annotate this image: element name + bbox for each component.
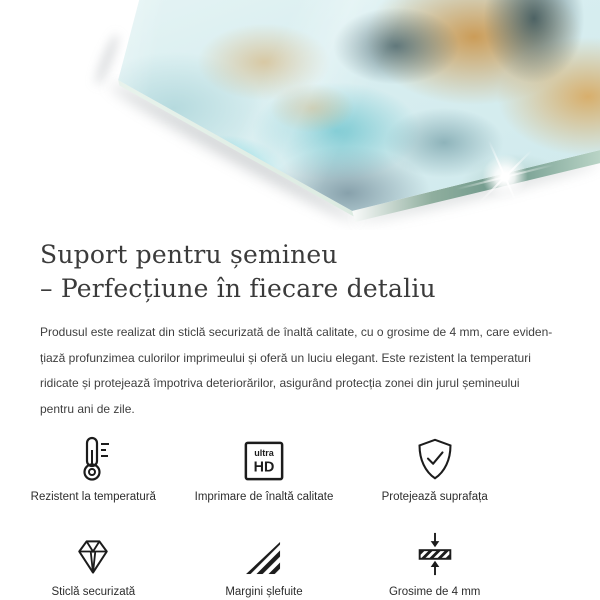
feature-print-quality	[179, 434, 350, 503]
page-title-line2: – Perfecțiune în fiecare detaliu	[40, 274, 436, 303]
description-line: ridicate și protejează împotriva deteriorărilor, asigurând protecția zonei din jurul șemineului	[40, 376, 520, 390]
features-grid	[8, 434, 520, 598]
product-description	[40, 320, 600, 422]
diamond-icon	[71, 529, 115, 577]
feature-protects-surface	[349, 434, 520, 503]
feature-temperature	[8, 434, 179, 503]
polished-edges-icon	[243, 529, 285, 577]
ultra-hd-icon	[243, 434, 285, 482]
description-line: țiază profunzimea culorilor imprimeului și oferă un luciu elegant. Este rezistent la temperaturi	[40, 350, 531, 365]
feature-polished-edges	[179, 529, 350, 598]
feature-label: Grosime de 4 mm	[388, 586, 481, 598]
description-line: pentru ani de zile.	[40, 401, 135, 416]
feature-thickness	[349, 529, 520, 598]
feature-safety-glass	[8, 529, 179, 598]
feature-label: Protejează suprafața	[381, 491, 488, 503]
page-title-line1: Suport pentru șemineu	[40, 240, 338, 269]
svg-text:ultra: ultra	[254, 448, 274, 459]
description-line: Produsul este realizat din sticlă securizată de înaltă calitate, cu o grosime de 4 mm, care eviden-	[40, 325, 553, 339]
feature-label: Imprimare de înaltă calitate	[194, 491, 334, 503]
svg-text:HD: HD	[253, 459, 275, 476]
feature-label: Sticlă securizată	[51, 586, 136, 598]
feature-label: Rezistent la temperatură	[30, 491, 156, 503]
panel-shadow	[92, 32, 122, 87]
feature-label: Margini șlefuite	[225, 586, 303, 598]
shield-check-icon	[414, 434, 456, 482]
page-title	[0, 230, 600, 306]
thickness-4mm-icon	[415, 529, 455, 577]
product-image	[0, 0, 600, 230]
thermometer-icon	[73, 434, 113, 482]
